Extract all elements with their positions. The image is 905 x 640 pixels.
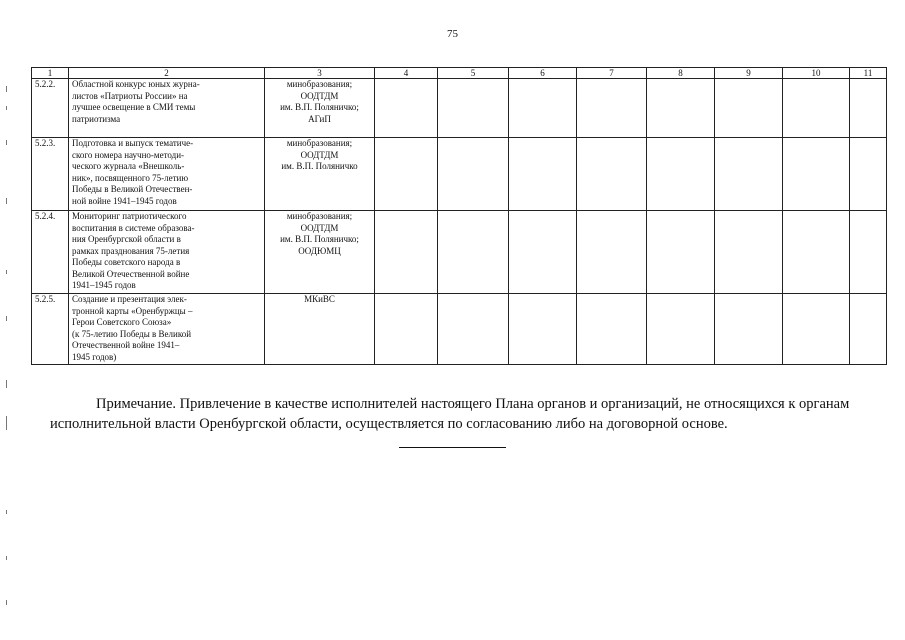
empty-cell <box>850 138 887 211</box>
empty-cell <box>438 294 509 365</box>
separator-line <box>399 447 506 448</box>
table-row <box>32 138 887 211</box>
column-header: 7 <box>577 68 647 79</box>
page-number: 75 <box>447 28 458 40</box>
empty-cell <box>577 79 647 138</box>
activity-cell <box>69 294 265 365</box>
plan-table <box>31 67 887 365</box>
empty-cell <box>375 138 438 211</box>
empty-cell <box>509 294 577 365</box>
empty-cell <box>715 294 783 365</box>
table-header-row <box>32 68 887 79</box>
binding-marks <box>6 80 10 640</box>
table-row <box>32 79 887 138</box>
column-header: 2 <box>69 68 265 79</box>
empty-cell <box>715 138 783 211</box>
row-number: 5.2.5. <box>32 294 69 365</box>
column-header: 11 <box>850 68 887 79</box>
executors-text: МКиВС <box>304 294 335 304</box>
empty-cell <box>438 138 509 211</box>
activity-cell <box>69 138 265 211</box>
empty-cell <box>509 211 577 294</box>
row-number: 5.2.4. <box>32 211 69 294</box>
column-header: 1 <box>32 68 69 79</box>
empty-cell <box>647 211 715 294</box>
column-header: 10 <box>783 68 850 79</box>
table-row <box>32 294 887 365</box>
empty-cell <box>509 79 577 138</box>
row-number: 5.2.2. <box>32 79 69 138</box>
empty-cell <box>647 138 715 211</box>
empty-cell <box>438 211 509 294</box>
empty-cell <box>577 138 647 211</box>
executors-cell <box>265 79 375 138</box>
table-row <box>32 211 887 294</box>
column-header: 8 <box>647 68 715 79</box>
empty-cell <box>783 138 850 211</box>
empty-cell <box>783 211 850 294</box>
executors-text: минобразования; ООДТДМ им. В.П. Поляничко; АГиП <box>280 79 359 124</box>
activity-cell <box>69 79 265 138</box>
executors-text: минобразования; ООДТДМ им. В.П. Поляничко <box>281 138 358 171</box>
note-paragraph: Примечание. Привлечение в качестве исполнителей настоящего Плана органов и организаций, не относящихся к органам исполнительной власти Оренбургской области, осуществляется по согласованию либо на договорной основе. <box>50 395 850 432</box>
column-header: 9 <box>715 68 783 79</box>
empty-cell <box>375 79 438 138</box>
empty-cell <box>850 294 887 365</box>
empty-cell <box>850 211 887 294</box>
executors-cell <box>265 211 375 294</box>
column-header: 6 <box>509 68 577 79</box>
empty-cell <box>783 79 850 138</box>
activity-cell <box>69 211 265 294</box>
empty-cell <box>509 138 577 211</box>
empty-cell <box>715 211 783 294</box>
column-header: 3 <box>265 68 375 79</box>
row-number: 5.2.3. <box>32 138 69 211</box>
executors-cell <box>265 294 375 365</box>
empty-cell <box>577 294 647 365</box>
empty-cell <box>783 294 850 365</box>
activity-text: Подготовка и выпуск тематиче- ского номера научно-методи- ческого журнала «Внешколь- ник», посвященного 75-летию Победы в Великой Отечествен- ной войне 1941–1945 годов <box>72 138 194 206</box>
activity-text: Создание и презентация элек- тронной карты «Оренбуржцы – Герои Советского Союза» (к 75-летию Победы в Великой Отечественной войне 1941– 1945 годов) <box>72 294 193 362</box>
empty-cell <box>438 79 509 138</box>
activity-text: Областной конкурс юных журна- листов «Патриоты России» на лучшее освещение в СМИ темы патриотизма <box>72 79 200 124</box>
column-header: 4 <box>375 68 438 79</box>
executors-text: минобразования; ООДТДМ им. В.П. Поляничко; ООДЮМЦ <box>280 211 359 256</box>
empty-cell <box>647 294 715 365</box>
column-header: 5 <box>438 68 509 79</box>
empty-cell <box>715 79 783 138</box>
empty-cell <box>850 79 887 138</box>
empty-cell <box>375 211 438 294</box>
empty-cell <box>375 294 438 365</box>
empty-cell <box>577 211 647 294</box>
activity-text: Мониторинг патриотического воспитания в системе образова- ния Оренбургской области в рамках празднования 75-летия Победы советского народа в Великой Отечественной войне 1941–1945 годов <box>72 211 195 290</box>
executors-cell <box>265 138 375 211</box>
empty-cell <box>647 79 715 138</box>
